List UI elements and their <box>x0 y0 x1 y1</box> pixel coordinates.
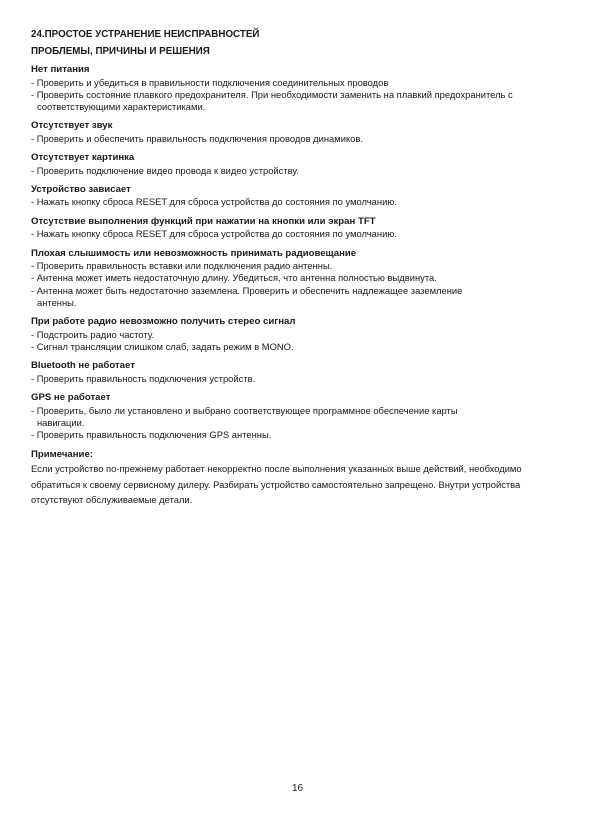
list-item: - Антенна может иметь недостаточную длину. Убедиться, что антенна полностью выдвинута. <box>31 272 437 284</box>
document-page <box>31 28 551 508</box>
list-item: - Антенна может быть недостаточно заземлена. Проверить и обеспечить надлежащее заземление антенны. <box>31 284 463 308</box>
section-device-freezes <box>31 184 551 209</box>
section-no-sound <box>31 120 551 145</box>
section-title: Отсутствует картинка <box>31 152 135 164</box>
list-item: - Проверить состояние плавкого предохранителя. При необходимости заменить на плавкий предохранитель с соответствующими характеристиками. <box>31 88 513 113</box>
section-no-stereo <box>31 316 551 353</box>
section-poor-radio <box>31 248 551 310</box>
section-title: Bluetooth не работает <box>31 360 135 372</box>
section-bluetooth <box>31 360 551 385</box>
section-title: GPS не работает <box>31 392 111 404</box>
note-text: Если устройство по-прежнему работает некорректно после выполнения указанных выше действий, необходимо обратиться к своему сервисному дилеру. Разбирать устройство самостоятельно запрещено. Внутри устройства отсутствуют обслуживаемые детали. <box>31 463 522 506</box>
section-no-picture <box>31 152 551 177</box>
page-title: 24.ПРОСТОЕ УСТРАНЕНИЕ НЕИСПРАВНОСТЕЙ <box>31 29 260 40</box>
section-no-power <box>31 64 551 113</box>
list-item: - Проверить и обеспечить правильность подключения проводов динамиков. <box>31 132 363 144</box>
list-item: - Проверить и убедиться в правильности подключения соединительных проводов <box>31 76 389 88</box>
section-title: Отсутствие выполнения функций при нажатии на кнопки или экран TFT <box>31 215 376 227</box>
page-subtitle: ПРОБЛЕМЫ, ПРИЧИНЫ И РЕШЕНИЯ <box>31 46 210 57</box>
page-number: 16 <box>291 783 304 794</box>
list-item: - Сигнал трансляции слишком слаб, задать режим в MONO. <box>31 341 294 353</box>
note-title: Примечание: <box>31 448 93 460</box>
list-item: - Проверить правильность подключения устройств. <box>31 372 256 384</box>
section-title: При работе радио невозможно получить стерео сигнал <box>31 316 296 328</box>
section-title: Отсутствует звук <box>31 120 113 132</box>
note-block <box>31 449 551 508</box>
list-item: - Нажать кнопку сброса RESET для сброса устройства до состояния по умолчанию. <box>31 196 397 208</box>
list-item: - Нажать кнопку сброса RESET для сброса устройства до состояния по умолчанию. <box>31 228 397 240</box>
list-item: - Проверить подключение видео провода к видео устройству. <box>31 164 299 176</box>
list-item: - Проверить правильность вставки или подключения радио антенны. <box>31 260 333 272</box>
list-item: - Проверить, было ли установлено и выбрано соответствующее программное обеспечение карты навигации. <box>31 404 458 428</box>
list-item: - Подстроить радио частоту. <box>31 328 155 340</box>
section-buttons-not-working <box>31 216 551 241</box>
section-gps <box>31 392 551 441</box>
section-title: Плохая слышимость или невозможность принимать радиовещание <box>31 247 357 259</box>
list-item: - Проверить правильность подключения GPS антенны. <box>31 429 272 441</box>
section-title: Устройство зависает <box>31 183 131 195</box>
section-title: Нет питания <box>31 64 90 75</box>
